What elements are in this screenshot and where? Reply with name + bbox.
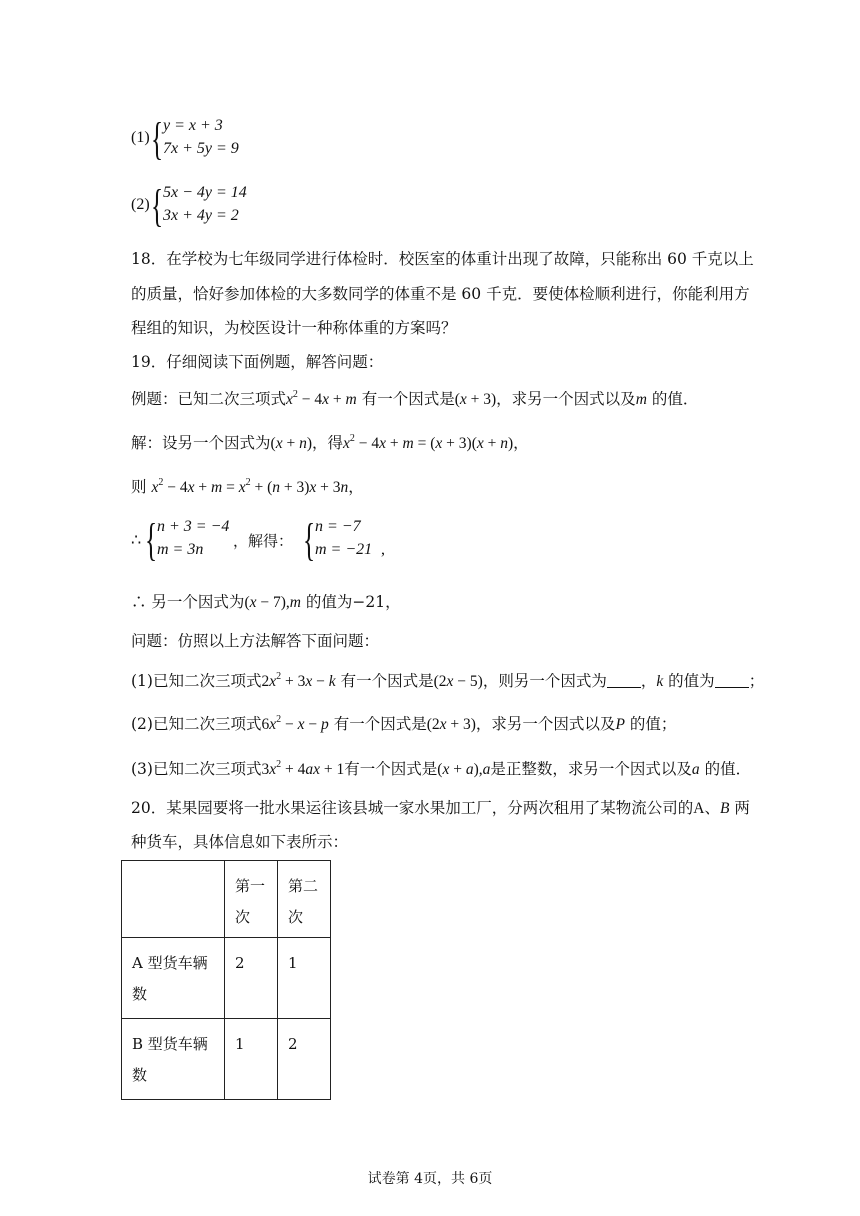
table-cell [122,861,225,938]
table-header-cell: 第二次 [278,861,331,938]
text: 有一个因式是 [333,715,427,733]
truck-table [121,860,331,1100]
text: 的值为 [668,672,715,690]
text: ； [748,672,765,690]
text: (3)已知二次三项式 [131,760,262,778]
q19-then-line: 则 $x^2 - 4x + m = x^2 + (n + 3)x + 3n$， [131,477,364,496]
q19-sys2-eq2: m = −21 [315,541,373,558]
text: 解：设另一个因式为 [131,434,271,452]
q19-intro: 19．仔细阅读下面例题，解答问题： [131,353,384,371]
text: 20．某果园要将一批水果运往该县城一家水果加工厂，分两次租用了某物流公司的 [131,799,694,817]
q19-result-line: ∴ 另一个因式为(x − 7),m 的值为−21， [131,593,401,611]
text: ∴ 另一个因式为 [131,593,245,611]
left-brace: { [145,514,158,565]
q17-p1-eq2: 7x + 5y = 9 [163,140,239,157]
q17-p1-eq1: y = x + 3 [163,117,223,134]
answer-blank[interactable] [715,673,749,688]
table-row-label: A 型货车辆数 [122,938,225,1019]
table-header-row [122,861,331,938]
text: 则 [131,478,147,496]
q19-sys1-eq1: n + 3 = −4 [157,518,230,535]
text: 是正整数，求另一个因式以及 [490,760,692,778]
text: ，则另一个因式为 [482,672,607,690]
text: ，得 [312,434,344,452]
text: 有一个因式是 [340,672,434,690]
table-row-label: B 型货车辆数 [122,1019,225,1100]
q18-line-1: 18．在学校为七年级同学进行体检时．校医室的体重计出现了故障，只能称出 60 千克以上 [131,250,754,268]
q17-part1-label: (1) [131,129,150,146]
text: 的值． [704,760,752,778]
text: 的值为−21， [305,593,401,611]
q20-line-1: 20．某果园要将一批水果运往该县城一家水果加工厂，分两次租用了某物流公司的A、B 两 [131,799,750,817]
left-brace: { [303,514,316,565]
q17-p2-eq2: 3x + 4y = 2 [163,207,239,224]
text: (2)已知二次三项式 [131,715,262,733]
q19-example: 例题：已知二次三项式$x^2 - 4x + m$ 有一个因式是(x + 3)，求另一个因式以及m 的值． [131,389,699,408]
exam-page: (1) { y = x + 3 7x + 5y = 9 (2) { 5x − 4y = 14 3x + 4y = 2 18．在学校为七年级同学进行体检时．校医室的体重计出现了故障，只能称出 60 千克以上 的质量，恰好参加体检的大多数同学的体重不是 60 千克．要使体检顺利进行，你能利用方 程组的知识，为校医设计一种称体重的方案吗？ 19．仔细阅读下面例题，解答问题： 例题：已知二次三项式$x^2 - 4x + m$ 有一个因式是(x + 3)，求另一个因式以及m 的值． 解：设另一个因式为(x + n)，得$x^2 - 4x + m = (x + 3)(x + n)$， 则 $x^2 - 4x + m = x^2 + (n + 3)x + 3n$， ∴ { n + 3 = −4 m = 3n ，解得： { n = −7 m = −21 , ∴ 另一个因式为(x − 7),m 的值为−21， 问题：仿照以上方法解答下面问题： (1)已知二次三项式$2x^2 + 3x - k$ 有一个因式是(2x − 5)，则另一个因式为 ，k 的值为 ； (2)已知二次三项式$6x^2 - x - p$ 有一个因式是(2x + 3)，求另一个因式以及P 的值； (3)已知二次三项式$3x^2 + 4ax + 1$有一个因式是(x + a),a是正整数，求另一个因式以及a 的值． 20．某果园要将一批水果运往该县城一家水果加工厂，分两次租用了某物流公司的A、B 两 种货车，具体信息如下表所示： 第一次 第二次 A 型货车辆数 2 1 B 型货车辆数 1 2 试卷第 4页，共 6页 [0,0,860,1216]
q19-solution-line: 解：设另一个因式为(x + n)，得$x^2 - 4x + m = (x + 3)(x + n)$， [131,433,529,452]
text: ，求另一个因式以及 [496,390,636,408]
answer-blank[interactable] [607,673,641,688]
q20-line-2: 种货车，具体信息如下表所示： [131,833,349,851]
page-footer: 试卷第 4页，共 6页 [367,1171,493,1187]
text: 的值． [651,390,699,408]
table-row [122,1019,331,1100]
table-header-cell: 第一次 [225,861,278,938]
left-brace: { [151,113,164,164]
q19-part-1: (1)已知二次三项式$2x^2 + 3x - k$ 有一个因式是(2x − 5)，则另一个因式为 ，k 的值为 ； [131,671,765,690]
q19-sys1-eq2: m = 3n [157,541,204,558]
table-cell: 2 [225,938,278,1019]
text: 两 [734,799,750,817]
left-brace: { [151,180,164,231]
q17-part2-label: (2) [131,196,150,213]
q18-line-3: 程组的知识，为校医设计一种称体重的方案吗？ [131,319,457,337]
table-row [122,938,331,1019]
text: 例题：已知二次三项式 [131,390,287,408]
text: 有一个因式是 [344,760,438,778]
q19-part-2: (2)已知二次三项式$6x^2 - x - p$ 有一个因式是(2x + 3)，求另一个因式以及P 的值； [131,714,677,733]
therefore-symbol: ∴ [131,532,142,549]
q19-part-3: (3)已知二次三项式$3x^2 + 4ax + 1$有一个因式是(x + a),a是正整数，求另一个因式以及a 的值． [131,759,752,778]
solve-word: ，解得： [233,532,294,550]
q19-sys2-eq1: n = −7 [315,518,361,535]
table-cell: 1 [278,938,331,1019]
text: 有一个因式是 [361,390,455,408]
table-cell: 2 [278,1019,331,1100]
text: ，求另一个因式以及 [475,715,616,733]
q19-question-intro: 问题：仿照以上方法解答下面问题： [131,632,380,650]
table-cell: 1 [225,1019,278,1100]
text: (1)已知二次三项式 [131,672,262,690]
text: 的值； [629,715,677,733]
q17-p2-eq1: 5x − 4y = 14 [163,184,247,201]
q18-line-2: 的质量，恰好参加体检的大多数同学的体重不是 60 千克．要使体检顺利进行，你能利用方 [131,285,750,303]
